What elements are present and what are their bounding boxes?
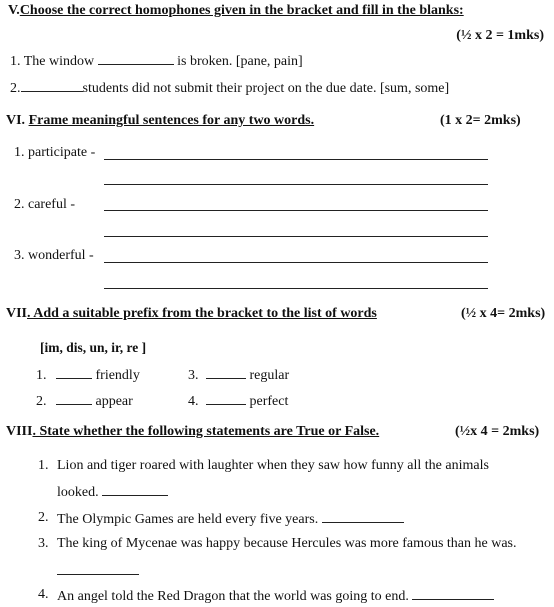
tf-item-3-text: The king of Mycenae was happy because Hercules was more famous than he was. [57, 536, 517, 551]
prefix-item-1-word: friendly [95, 368, 140, 383]
tf-item-2-num: 2. [38, 510, 49, 525]
answer-line-3b[interactable] [104, 288, 488, 289]
q2-rest: students did not submit their project on the due date. [sum, some] [82, 81, 450, 96]
tf-item-1-cont [57, 483, 168, 501]
section-6-title: Frame meaningful sentences for any two words. [28, 113, 315, 128]
tf-item-1-text: Lion and tiger roared with laughter when they saw how funny all the animals [57, 458, 489, 473]
section-8-title: . State whether the following statements are True or False. [32, 424, 380, 439]
section-6-roman: VI. [6, 113, 26, 128]
prefix-item-1-num: 1. [36, 368, 47, 383]
tf-item-2-blank[interactable] [322, 510, 404, 523]
section-5-question-1 [10, 52, 303, 70]
prefix-item-4-num: 4. [188, 394, 199, 409]
tf-item-1-num: 1. [38, 458, 49, 473]
q1-rest: is broken. [pane, pain] [177, 54, 303, 69]
section-5-question-2 [10, 79, 449, 97]
prefix-item-2-blank[interactable] [56, 392, 92, 405]
section-6-heading [6, 113, 314, 129]
section-8-marks: (½x 4 = 2mks) [455, 424, 540, 439]
tf-item-3-num: 3. [38, 536, 49, 551]
prefix-item-3-blank[interactable] [206, 366, 246, 379]
sentence-item-2: 2. careful - [14, 197, 76, 212]
q2-blank[interactable] [21, 79, 83, 92]
answer-line-2a[interactable] [104, 210, 488, 211]
prefix-item-3-num: 3. [188, 368, 199, 383]
prefix-item-4 [188, 392, 288, 410]
prefix-item-1 [36, 366, 140, 384]
section-6-marks: (1 x 2= 2mks) [440, 113, 521, 128]
tf-item-3-blank[interactable] [57, 574, 139, 575]
answer-line-2b[interactable] [104, 236, 488, 237]
prefix-item-2 [36, 392, 133, 410]
section-7-title: . Add a suitable prefix from the bracket to the list of words [27, 306, 377, 321]
tf-item-1-blank[interactable] [102, 483, 168, 496]
section-5-marks: (½ x 2 = 1mks) [456, 28, 544, 43]
sentence-item-1: 1. participate - [14, 145, 96, 160]
section-7-marks: (½ x 4= 2mks) [461, 306, 546, 321]
section-5-title: Choose the correct homophones given in the bracket and fill in the blanks: [19, 3, 464, 18]
answer-line-1b[interactable] [104, 184, 488, 185]
prefix-item-3 [188, 366, 289, 384]
prefix-item-2-word: appear [95, 394, 133, 409]
q1-blank[interactable] [98, 52, 174, 65]
section-5-roman: V. [8, 3, 20, 18]
tf-item-4-text: An angel told the Red Dragon that the world was going to end. [57, 589, 409, 604]
prefix-item-4-word: perfect [249, 394, 289, 409]
tf-item-4-blank[interactable] [412, 587, 494, 600]
prefix-item-3-word: regular [249, 368, 290, 383]
tf-item-4 [57, 587, 494, 605]
tf-item-4-num: 4. [38, 587, 49, 602]
answer-line-1a[interactable] [104, 159, 488, 160]
section-7-roman: VII [6, 306, 28, 321]
tf-item-1-cont-text: looked. [57, 485, 99, 500]
prefix-item-2-num: 2. [36, 394, 47, 409]
prefix-bracket: [im, dis, un, ir, re ] [40, 340, 147, 355]
tf-item-2-text: The Olympic Games are held every five years. [57, 512, 319, 527]
prefix-item-4-blank[interactable] [206, 392, 246, 405]
section-7-heading [6, 306, 377, 322]
section-5-heading [8, 3, 464, 19]
prefix-item-1-blank[interactable] [56, 366, 92, 379]
answer-line-3a[interactable] [104, 262, 488, 263]
sentence-item-3: 3. wonderful - [14, 248, 94, 263]
q2-lead: 2. [10, 81, 21, 96]
section-8-roman: VIII [6, 424, 33, 439]
q1-lead: 1. The window [10, 54, 95, 69]
tf-item-2 [57, 510, 404, 528]
section-8-heading [6, 424, 379, 440]
